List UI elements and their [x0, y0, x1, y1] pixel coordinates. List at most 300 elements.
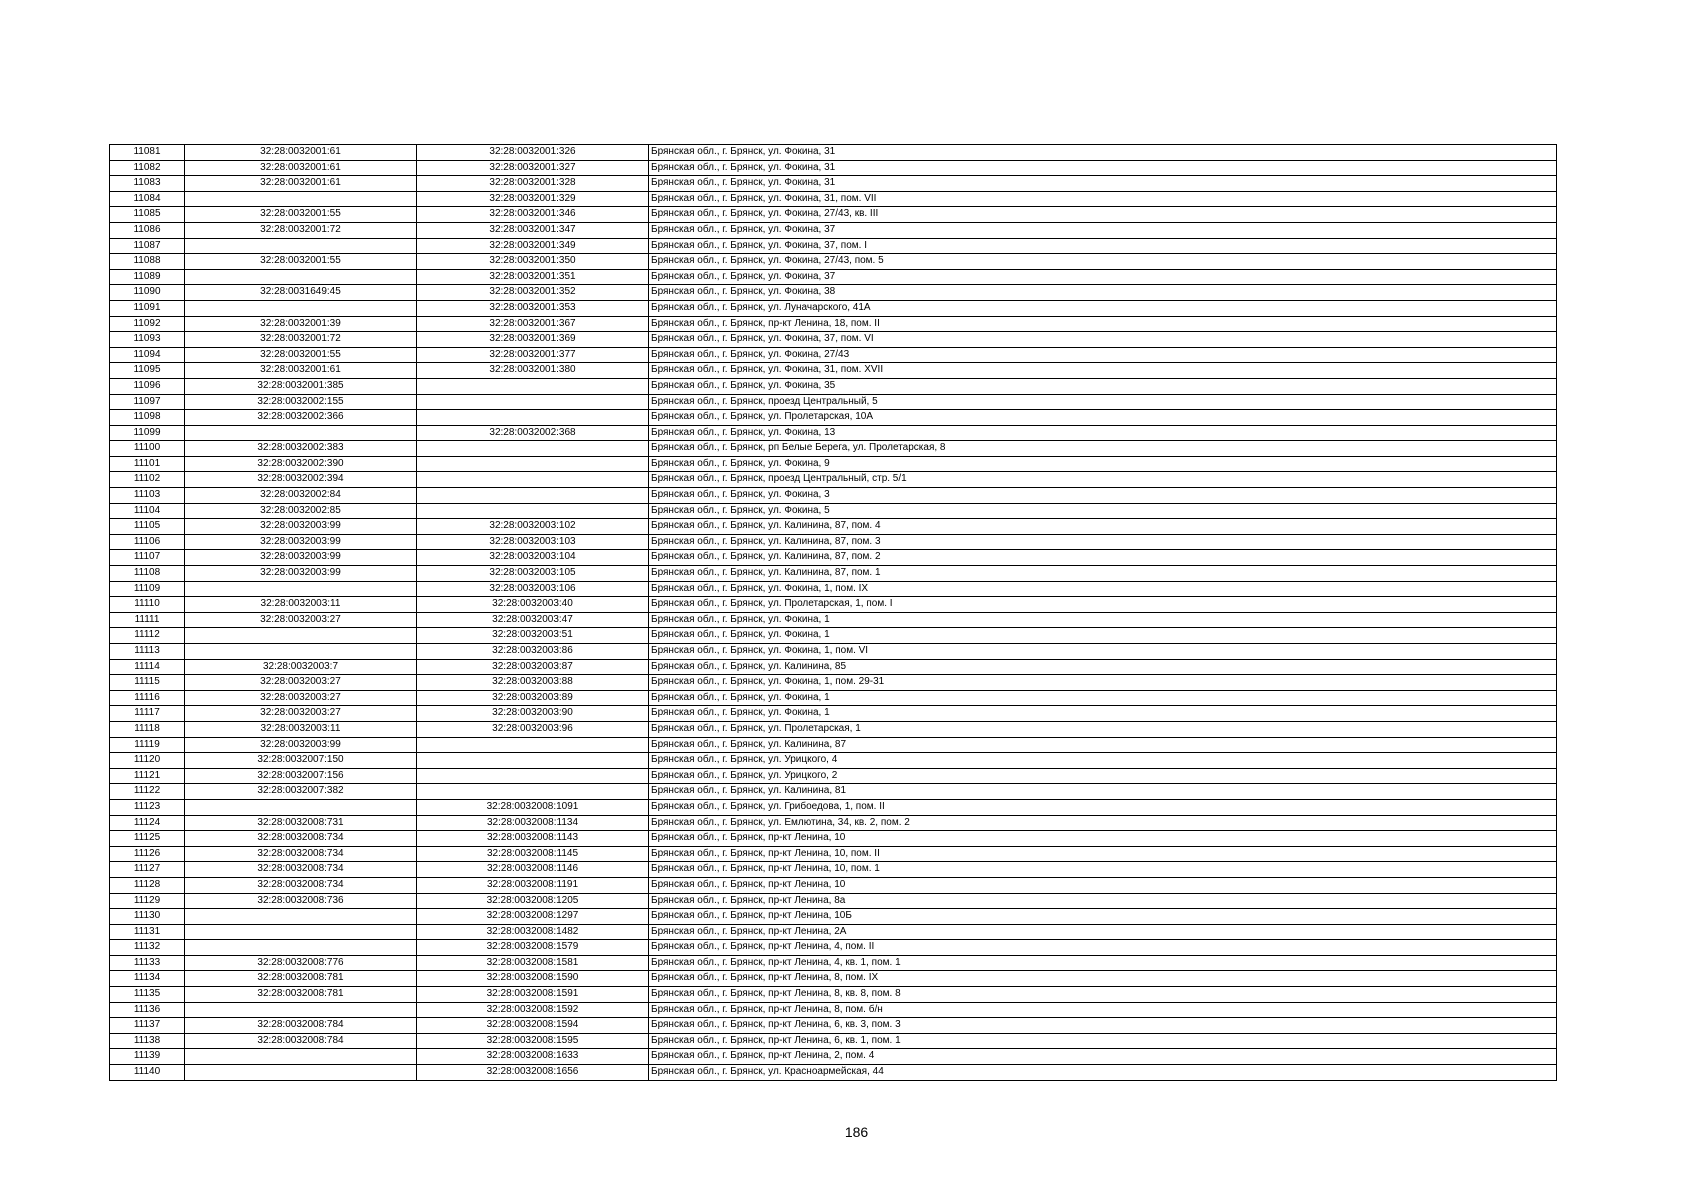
- row-number-cell: 11095: [110, 363, 185, 379]
- parent-cadastral-number-cell: 32:28:0032008:731: [185, 815, 417, 831]
- table-row: [110, 799, 1557, 815]
- row-number-cell: 11097: [110, 394, 185, 410]
- parent-cadastral-number-cell: 32:28:0032001:61: [185, 145, 417, 161]
- table-row: [110, 659, 1557, 675]
- cadastral-number-cell: 32:28:0032001:380: [417, 363, 649, 379]
- cadastral-number-cell: 32:28:0032003:103: [417, 534, 649, 550]
- address-cell: Брянская обл., г. Брянск, пр-кт Ленина, 6, кв. 3, пом. 3: [649, 1018, 1557, 1034]
- parent-cadastral-number-cell: 32:28:0032002:85: [185, 503, 417, 519]
- row-number-cell: 11084: [110, 191, 185, 207]
- address-cell: Брянская обл., г. Брянск, ул. Фокина, 27/43, пом. 5: [649, 254, 1557, 270]
- table-row: [110, 955, 1557, 971]
- table-row: [110, 472, 1557, 488]
- table-row: [110, 534, 1557, 550]
- table-row: [110, 971, 1557, 987]
- table-row: [110, 1002, 1557, 1018]
- table-row: [110, 1065, 1557, 1081]
- table-row: [110, 831, 1557, 847]
- table-row: [110, 207, 1557, 223]
- cadastral-number-cell: 32:28:0032008:1656: [417, 1065, 649, 1081]
- address-cell: Брянская обл., г. Брянск, ул. Фокина, 37: [649, 222, 1557, 238]
- row-number-cell: 11133: [110, 955, 185, 971]
- table-row: [110, 191, 1557, 207]
- row-number-cell: 11112: [110, 628, 185, 644]
- address-cell: Брянская обл., г. Брянск, ул. Калинина, 87, пом. 3: [649, 534, 1557, 550]
- cadastral-number-cell: 32:28:0032008:1091: [417, 799, 649, 815]
- table-row: [110, 441, 1557, 457]
- cadastral-number-cell: 32:28:0032003:106: [417, 581, 649, 597]
- table-row: [110, 862, 1557, 878]
- address-cell: Брянская обл., г. Брянск, пр-кт Ленина, 8, пом. б/н: [649, 1002, 1557, 1018]
- parent-cadastral-number-cell: 32:28:0032003:27: [185, 690, 417, 706]
- cadastral-number-cell: 32:28:0032001:367: [417, 316, 649, 332]
- parent-cadastral-number-cell: [185, 238, 417, 254]
- table-row: [110, 940, 1557, 956]
- address-cell: Брянская обл., г. Брянск, ул. Фокина, 9: [649, 456, 1557, 472]
- cadastral-number-cell: 32:28:0032008:1633: [417, 1049, 649, 1065]
- address-cell: Брянская обл., г. Брянск, пр-кт Ленина, 6, кв. 1, пом. 1: [649, 1033, 1557, 1049]
- address-cell: Брянская обл., г. Брянск, ул. Фокина, 31: [649, 145, 1557, 161]
- cadastral-number-cell: 32:28:0032001:326: [417, 145, 649, 161]
- row-number-cell: 11088: [110, 254, 185, 270]
- table-row: [110, 176, 1557, 192]
- parent-cadastral-number-cell: 32:28:0032003:11: [185, 721, 417, 737]
- parent-cadastral-number-cell: [185, 628, 417, 644]
- parent-cadastral-number-cell: 32:28:0032001:72: [185, 222, 417, 238]
- parent-cadastral-number-cell: 32:28:0032001:55: [185, 347, 417, 363]
- cadastral-number-cell: 32:28:0032008:1595: [417, 1033, 649, 1049]
- cadastral-number-cell: 32:28:0032003:90: [417, 706, 649, 722]
- cadastral-number-cell: 32:28:0032003:96: [417, 721, 649, 737]
- parent-cadastral-number-cell: 32:28:0032007:156: [185, 768, 417, 784]
- row-number-cell: 11131: [110, 924, 185, 940]
- address-cell: Брянская обл., г. Брянск, ул. Фокина, 1, пом. IX: [649, 581, 1557, 597]
- parent-cadastral-number-cell: 32:28:0032008:776: [185, 955, 417, 971]
- address-cell: Брянская обл., г. Брянск, пр-кт Ленина, 8, пом. IX: [649, 971, 1557, 987]
- row-number-cell: 11130: [110, 909, 185, 925]
- table-row: [110, 846, 1557, 862]
- parent-cadastral-number-cell: 32:28:0032003:99: [185, 534, 417, 550]
- parent-cadastral-number-cell: 32:28:0032001:61: [185, 176, 417, 192]
- row-number-cell: 11081: [110, 145, 185, 161]
- address-cell: Брянская обл., г. Брянск, ул. Фокина, 1: [649, 628, 1557, 644]
- row-number-cell: 11086: [110, 222, 185, 238]
- parent-cadastral-number-cell: [185, 1002, 417, 1018]
- row-number-cell: 11106: [110, 534, 185, 550]
- table-row: [110, 285, 1557, 301]
- row-number-cell: 11111: [110, 612, 185, 628]
- row-number-cell: 11107: [110, 550, 185, 566]
- address-cell: Брянская обл., г. Брянск, пр-кт Ленина, 2, пом. 4: [649, 1049, 1557, 1065]
- cadastral-number-cell: 32:28:0032008:1592: [417, 1002, 649, 1018]
- table-row: [110, 877, 1557, 893]
- cadastral-number-cell: 32:28:0032001:347: [417, 222, 649, 238]
- parent-cadastral-number-cell: 32:28:0032008:784: [185, 1018, 417, 1034]
- address-cell: Брянская обл., г. Брянск, ул. Калинина, 85: [649, 659, 1557, 675]
- table-row: [110, 893, 1557, 909]
- table-row: [110, 644, 1557, 660]
- address-cell: Брянская обл., г. Брянск, ул. Фокина, 37, пом. I: [649, 238, 1557, 254]
- parent-cadastral-number-cell: 32:28:0032008:784: [185, 1033, 417, 1049]
- row-number-cell: 11104: [110, 503, 185, 519]
- address-cell: Брянская обл., г. Брянск, пр-кт Ленина, 4, пом. II: [649, 940, 1557, 956]
- cadastral-number-cell: 32:28:0032008:1205: [417, 893, 649, 909]
- row-number-cell: 11093: [110, 332, 185, 348]
- address-cell: Брянская обл., г. Брянск, ул. Пролетарская, 1, пом. I: [649, 597, 1557, 613]
- address-cell: Брянская обл., г. Брянск, ул. Фокина, 1: [649, 690, 1557, 706]
- row-number-cell: 11122: [110, 784, 185, 800]
- parent-cadastral-number-cell: [185, 300, 417, 316]
- parent-cadastral-number-cell: 32:28:0032008:734: [185, 846, 417, 862]
- parent-cadastral-number-cell: 32:28:0032002:366: [185, 410, 417, 426]
- cadastral-number-cell: 32:28:0032003:51: [417, 628, 649, 644]
- row-number-cell: 11118: [110, 721, 185, 737]
- table-row: [110, 987, 1557, 1003]
- row-number-cell: 11123: [110, 799, 185, 815]
- parent-cadastral-number-cell: [185, 924, 417, 940]
- cadastral-number-cell: [417, 753, 649, 769]
- table-row: [110, 332, 1557, 348]
- address-cell: Брянская обл., г. Брянск, пр-кт Ленина, 10: [649, 831, 1557, 847]
- cadastral-number-cell: 32:28:0032001:349: [417, 238, 649, 254]
- address-cell: Брянская обл., г. Брянск, ул. Пролетарская, 1: [649, 721, 1557, 737]
- cadastral-number-cell: 32:28:0032001:329: [417, 191, 649, 207]
- row-number-cell: 11132: [110, 940, 185, 956]
- row-number-cell: 11082: [110, 160, 185, 176]
- address-cell: Брянская обл., г. Брянск, ул. Калинина, 81: [649, 784, 1557, 800]
- table-row: [110, 909, 1557, 925]
- cadastral-number-cell: 32:28:0032001:377: [417, 347, 649, 363]
- table-row: [110, 425, 1557, 441]
- cadastral-number-cell: 32:28:0032001:346: [417, 207, 649, 223]
- address-cell: Брянская обл., г. Брянск, ул. Фокина, 37: [649, 269, 1557, 285]
- cadastral-number-cell: 32:28:0032001:352: [417, 285, 649, 301]
- address-cell: Брянская обл., г. Брянск, пр-кт Ленина, 8а: [649, 893, 1557, 909]
- table-row: [110, 581, 1557, 597]
- parent-cadastral-number-cell: 32:28:0032001:72: [185, 332, 417, 348]
- cadastral-number-cell: 32:28:0032001:327: [417, 160, 649, 176]
- row-number-cell: 11121: [110, 768, 185, 784]
- cadastral-number-cell: 32:28:0032003:88: [417, 675, 649, 691]
- table-row: [110, 550, 1557, 566]
- cadastral-number-cell: 32:28:0032008:1581: [417, 955, 649, 971]
- address-cell: Брянская обл., г. Брянск, ул. Калинина, 87, пом. 1: [649, 566, 1557, 582]
- address-cell: Брянская обл., г. Брянск, ул. Фокина, 27/43: [649, 347, 1557, 363]
- table-row: [110, 690, 1557, 706]
- row-number-cell: 11110: [110, 597, 185, 613]
- table-body: [110, 145, 1557, 1081]
- table-row: [110, 394, 1557, 410]
- row-number-cell: 11096: [110, 378, 185, 394]
- parent-cadastral-number-cell: 32:28:0032007:382: [185, 784, 417, 800]
- address-cell: Брянская обл., г. Брянск, ул. Фокина, 3: [649, 488, 1557, 504]
- row-number-cell: 11108: [110, 566, 185, 582]
- parent-cadastral-number-cell: 32:28:0032008:734: [185, 877, 417, 893]
- cadastral-number-cell: [417, 784, 649, 800]
- table-row: [110, 363, 1557, 379]
- cadastral-number-cell: 32:28:0032002:368: [417, 425, 649, 441]
- address-cell: Брянская обл., г. Брянск, ул. Емлютина, 34, кв. 2, пом. 2: [649, 815, 1557, 831]
- row-number-cell: 11126: [110, 846, 185, 862]
- row-number-cell: 11124: [110, 815, 185, 831]
- table-row: [110, 300, 1557, 316]
- row-number-cell: 11101: [110, 456, 185, 472]
- parent-cadastral-number-cell: [185, 799, 417, 815]
- parent-cadastral-number-cell: 32:28:0031649:45: [185, 285, 417, 301]
- table-row: [110, 145, 1557, 161]
- row-number-cell: 11120: [110, 753, 185, 769]
- table-row: [110, 519, 1557, 535]
- cadastral-number-cell: 32:28:0032008:1482: [417, 924, 649, 940]
- address-cell: Брянская обл., г. Брянск, пр-кт Ленина, 10Б: [649, 909, 1557, 925]
- table-row: [110, 1049, 1557, 1065]
- parent-cadastral-number-cell: 32:28:0032002:390: [185, 456, 417, 472]
- table-row: [110, 238, 1557, 254]
- cadastral-number-cell: [417, 441, 649, 457]
- address-cell: Брянская обл., г. Брянск, пр-кт Ленина, 2А: [649, 924, 1557, 940]
- table-row: [110, 784, 1557, 800]
- property-registry-table: [109, 144, 1557, 1081]
- table-row: [110, 378, 1557, 394]
- parent-cadastral-number-cell: [185, 581, 417, 597]
- parent-cadastral-number-cell: [185, 1065, 417, 1081]
- row-number-cell: 11089: [110, 269, 185, 285]
- parent-cadastral-number-cell: 32:28:0032003:99: [185, 550, 417, 566]
- parent-cadastral-number-cell: 32:28:0032003:11: [185, 597, 417, 613]
- table-row: [110, 347, 1557, 363]
- parent-cadastral-number-cell: 32:28:0032003:27: [185, 612, 417, 628]
- table-row: [110, 316, 1557, 332]
- cadastral-number-cell: 32:28:0032008:1594: [417, 1018, 649, 1034]
- parent-cadastral-number-cell: 32:28:0032002:383: [185, 441, 417, 457]
- parent-cadastral-number-cell: 32:28:0032002:394: [185, 472, 417, 488]
- parent-cadastral-number-cell: 32:28:0032008:734: [185, 831, 417, 847]
- parent-cadastral-number-cell: 32:28:0032003:99: [185, 519, 417, 535]
- cadastral-number-cell: 32:28:0032001:353: [417, 300, 649, 316]
- parent-cadastral-number-cell: 32:28:0032001:61: [185, 160, 417, 176]
- parent-cadastral-number-cell: 32:28:0032003:99: [185, 737, 417, 753]
- row-number-cell: 11140: [110, 1065, 185, 1081]
- table-row: [110, 222, 1557, 238]
- table-row: [110, 815, 1557, 831]
- cadastral-number-cell: 32:28:0032001:351: [417, 269, 649, 285]
- row-number-cell: 11099: [110, 425, 185, 441]
- table-row: [110, 566, 1557, 582]
- address-cell: Брянская обл., г. Брянск, ул. Калинина, 87, пом. 4: [649, 519, 1557, 535]
- table-row: [110, 706, 1557, 722]
- row-number-cell: 11105: [110, 519, 185, 535]
- cadastral-number-cell: 32:28:0032001:350: [417, 254, 649, 270]
- parent-cadastral-number-cell: 32:28:0032003:27: [185, 675, 417, 691]
- cadastral-number-cell: 32:28:0032008:1145: [417, 846, 649, 862]
- row-number-cell: 11137: [110, 1018, 185, 1034]
- cadastral-number-cell: 32:28:0032001:369: [417, 332, 649, 348]
- cadastral-number-cell: 32:28:0032008:1297: [417, 909, 649, 925]
- row-number-cell: 11102: [110, 472, 185, 488]
- row-number-cell: 11125: [110, 831, 185, 847]
- row-number-cell: 11083: [110, 176, 185, 192]
- row-number-cell: 11098: [110, 410, 185, 426]
- address-cell: Брянская обл., г. Брянск, пр-кт Ленина, 8, кв. 8, пом. 8: [649, 987, 1557, 1003]
- address-cell: Брянская обл., г. Брянск, пр-кт Ленина, 10, пом. 1: [649, 862, 1557, 878]
- address-cell: Брянская обл., г. Брянск, пр-кт Ленина, 4, кв. 1, пом. 1: [649, 955, 1557, 971]
- address-cell: Брянская обл., г. Брянск, ул. Фокина, 1, пом. 29-31: [649, 675, 1557, 691]
- row-number-cell: 11127: [110, 862, 185, 878]
- address-cell: Брянская обл., г. Брянск, ул. Грибоедова, 1, пом. II: [649, 799, 1557, 815]
- cadastral-number-cell: [417, 456, 649, 472]
- table-row: [110, 503, 1557, 519]
- table-row: [110, 612, 1557, 628]
- cadastral-number-cell: 32:28:0032003:89: [417, 690, 649, 706]
- parent-cadastral-number-cell: [185, 909, 417, 925]
- row-number-cell: 11087: [110, 238, 185, 254]
- cadastral-number-cell: 32:28:0032008:1191: [417, 877, 649, 893]
- table-row: [110, 410, 1557, 426]
- address-cell: Брянская обл., г. Брянск, ул. Фокина, 1: [649, 612, 1557, 628]
- address-cell: Брянская обл., г. Брянск, пр-кт Ленина, 10: [649, 877, 1557, 893]
- parent-cadastral-number-cell: 32:28:0032007:150: [185, 753, 417, 769]
- parent-cadastral-number-cell: 32:28:0032001:55: [185, 254, 417, 270]
- parent-cadastral-number-cell: 32:28:0032002:84: [185, 488, 417, 504]
- parent-cadastral-number-cell: 32:28:0032008:781: [185, 971, 417, 987]
- address-cell: Брянская обл., г. Брянск, ул. Фокина, 35: [649, 378, 1557, 394]
- address-cell: Брянская обл., г. Брянск, ул. Фокина, 37, пом. VI: [649, 332, 1557, 348]
- parent-cadastral-number-cell: [185, 940, 417, 956]
- table-row: [110, 456, 1557, 472]
- address-cell: Брянская обл., г. Брянск, ул. Фокина, 31: [649, 176, 1557, 192]
- address-cell: Брянская обл., г. Брянск, ул. Урицкого, 2: [649, 768, 1557, 784]
- cadastral-number-cell: 32:28:0032003:40: [417, 597, 649, 613]
- row-number-cell: 11115: [110, 675, 185, 691]
- address-cell: Брянская обл., г. Брянск, ул. Фокина, 38: [649, 285, 1557, 301]
- address-cell: Брянская обл., г. Брянск, ул. Красноармейская, 44: [649, 1065, 1557, 1081]
- table-row: [110, 628, 1557, 644]
- row-number-cell: 11139: [110, 1049, 185, 1065]
- row-number-cell: 11135: [110, 987, 185, 1003]
- row-number-cell: 11128: [110, 877, 185, 893]
- address-cell: Брянская обл., г. Брянск, ул. Фокина, 31, пом. XVII: [649, 363, 1557, 379]
- row-number-cell: 11119: [110, 737, 185, 753]
- parent-cadastral-number-cell: [185, 425, 417, 441]
- address-cell: Брянская обл., г. Брянск, проезд Центральный, стр. 5/1: [649, 472, 1557, 488]
- address-cell: Брянская обл., г. Брянск, пр-кт Ленина, 10, пом. II: [649, 846, 1557, 862]
- table-row: [110, 269, 1557, 285]
- row-number-cell: 11117: [110, 706, 185, 722]
- address-cell: Брянская обл., г. Брянск, проезд Центральный, 5: [649, 394, 1557, 410]
- row-number-cell: 11100: [110, 441, 185, 457]
- row-number-cell: 11094: [110, 347, 185, 363]
- address-cell: Брянская обл., г. Брянск, ул. Фокина, 27/43, кв. III: [649, 207, 1557, 223]
- row-number-cell: 11091: [110, 300, 185, 316]
- cadastral-number-cell: [417, 472, 649, 488]
- cadastral-number-cell: 32:28:0032008:1146: [417, 862, 649, 878]
- cadastral-number-cell: [417, 410, 649, 426]
- row-number-cell: 11134: [110, 971, 185, 987]
- table-row: [110, 160, 1557, 176]
- row-number-cell: 11092: [110, 316, 185, 332]
- table-row: [110, 721, 1557, 737]
- parent-cadastral-number-cell: 32:28:0032002:155: [185, 394, 417, 410]
- address-cell: Брянская обл., г. Брянск, ул. Фокина, 1, пом. VI: [649, 644, 1557, 660]
- parent-cadastral-number-cell: 32:28:0032001:39: [185, 316, 417, 332]
- address-cell: Брянская обл., г. Брянск, ул. Фокина, 13: [649, 425, 1557, 441]
- address-cell: Брянская обл., г. Брянск, ул. Урицкого, 4: [649, 753, 1557, 769]
- table-row: [110, 753, 1557, 769]
- address-cell: Брянская обл., г. Брянск, пр-кт Ленина, 18, пом. II: [649, 316, 1557, 332]
- parent-cadastral-number-cell: [185, 1049, 417, 1065]
- address-cell: Брянская обл., г. Брянск, рп Белые Берега, ул. Пролетарская, 8: [649, 441, 1557, 457]
- parent-cadastral-number-cell: [185, 269, 417, 285]
- address-cell: Брянская обл., г. Брянск, ул. Калинина, 87, пом. 2: [649, 550, 1557, 566]
- address-cell: Брянская обл., г. Брянск, ул. Фокина, 31: [649, 160, 1557, 176]
- row-number-cell: 11138: [110, 1033, 185, 1049]
- cadastral-number-cell: 32:28:0032001:328: [417, 176, 649, 192]
- cadastral-number-cell: [417, 768, 649, 784]
- address-cell: Брянская обл., г. Брянск, ул. Луначарского, 41А: [649, 300, 1557, 316]
- row-number-cell: 11103: [110, 488, 185, 504]
- table-row: [110, 254, 1557, 270]
- parent-cadastral-number-cell: 32:28:0032003:99: [185, 566, 417, 582]
- parent-cadastral-number-cell: 32:28:0032003:7: [185, 659, 417, 675]
- cadastral-number-cell: 32:28:0032008:1143: [417, 831, 649, 847]
- cadastral-number-cell: 32:28:0032008:1134: [417, 815, 649, 831]
- address-cell: Брянская обл., г. Брянск, ул. Пролетарская, 10А: [649, 410, 1557, 426]
- parent-cadastral-number-cell: [185, 191, 417, 207]
- cadastral-number-cell: 32:28:0032008:1591: [417, 987, 649, 1003]
- table-row: [110, 924, 1557, 940]
- address-cell: Брянская обл., г. Брянск, ул. Калинина, 87: [649, 737, 1557, 753]
- table-row: [110, 737, 1557, 753]
- table-row: [110, 675, 1557, 691]
- cadastral-number-cell: 32:28:0032003:87: [417, 659, 649, 675]
- row-number-cell: 11136: [110, 1002, 185, 1018]
- address-cell: Брянская обл., г. Брянск, ул. Фокина, 5: [649, 503, 1557, 519]
- parent-cadastral-number-cell: [185, 644, 417, 660]
- cadastral-number-cell: 32:28:0032008:1590: [417, 971, 649, 987]
- page-number: 186: [844, 1124, 869, 1140]
- parent-cadastral-number-cell: 32:28:0032001:55: [185, 207, 417, 223]
- cadastral-number-cell: 32:28:0032003:102: [417, 519, 649, 535]
- cadastral-number-cell: [417, 488, 649, 504]
- table-row: [110, 1018, 1557, 1034]
- table-row: [110, 768, 1557, 784]
- address-cell: Брянская обл., г. Брянск, ул. Фокина, 1: [649, 706, 1557, 722]
- row-number-cell: 11114: [110, 659, 185, 675]
- parent-cadastral-number-cell: 32:28:0032008:736: [185, 893, 417, 909]
- cadastral-number-cell: [417, 394, 649, 410]
- row-number-cell: 11116: [110, 690, 185, 706]
- table-row: [110, 597, 1557, 613]
- table-row: [110, 488, 1557, 504]
- parent-cadastral-number-cell: 32:28:0032001:61: [185, 363, 417, 379]
- row-number-cell: 11113: [110, 644, 185, 660]
- address-cell: Брянская обл., г. Брянск, ул. Фокина, 31, пом. VII: [649, 191, 1557, 207]
- row-number-cell: 11085: [110, 207, 185, 223]
- parent-cadastral-number-cell: 32:28:0032008:781: [185, 987, 417, 1003]
- cadastral-number-cell: 32:28:0032003:86: [417, 644, 649, 660]
- cadastral-number-cell: 32:28:0032003:105: [417, 566, 649, 582]
- table-row: [110, 1033, 1557, 1049]
- cadastral-number-cell: 32:28:0032003:104: [417, 550, 649, 566]
- cadastral-number-cell: 32:28:0032008:1579: [417, 940, 649, 956]
- cadastral-number-cell: [417, 378, 649, 394]
- cadastral-number-cell: 32:28:0032003:47: [417, 612, 649, 628]
- parent-cadastral-number-cell: 32:28:0032008:734: [185, 862, 417, 878]
- cadastral-number-cell: [417, 503, 649, 519]
- cadastral-number-cell: [417, 737, 649, 753]
- row-number-cell: 11129: [110, 893, 185, 909]
- row-number-cell: 11109: [110, 581, 185, 597]
